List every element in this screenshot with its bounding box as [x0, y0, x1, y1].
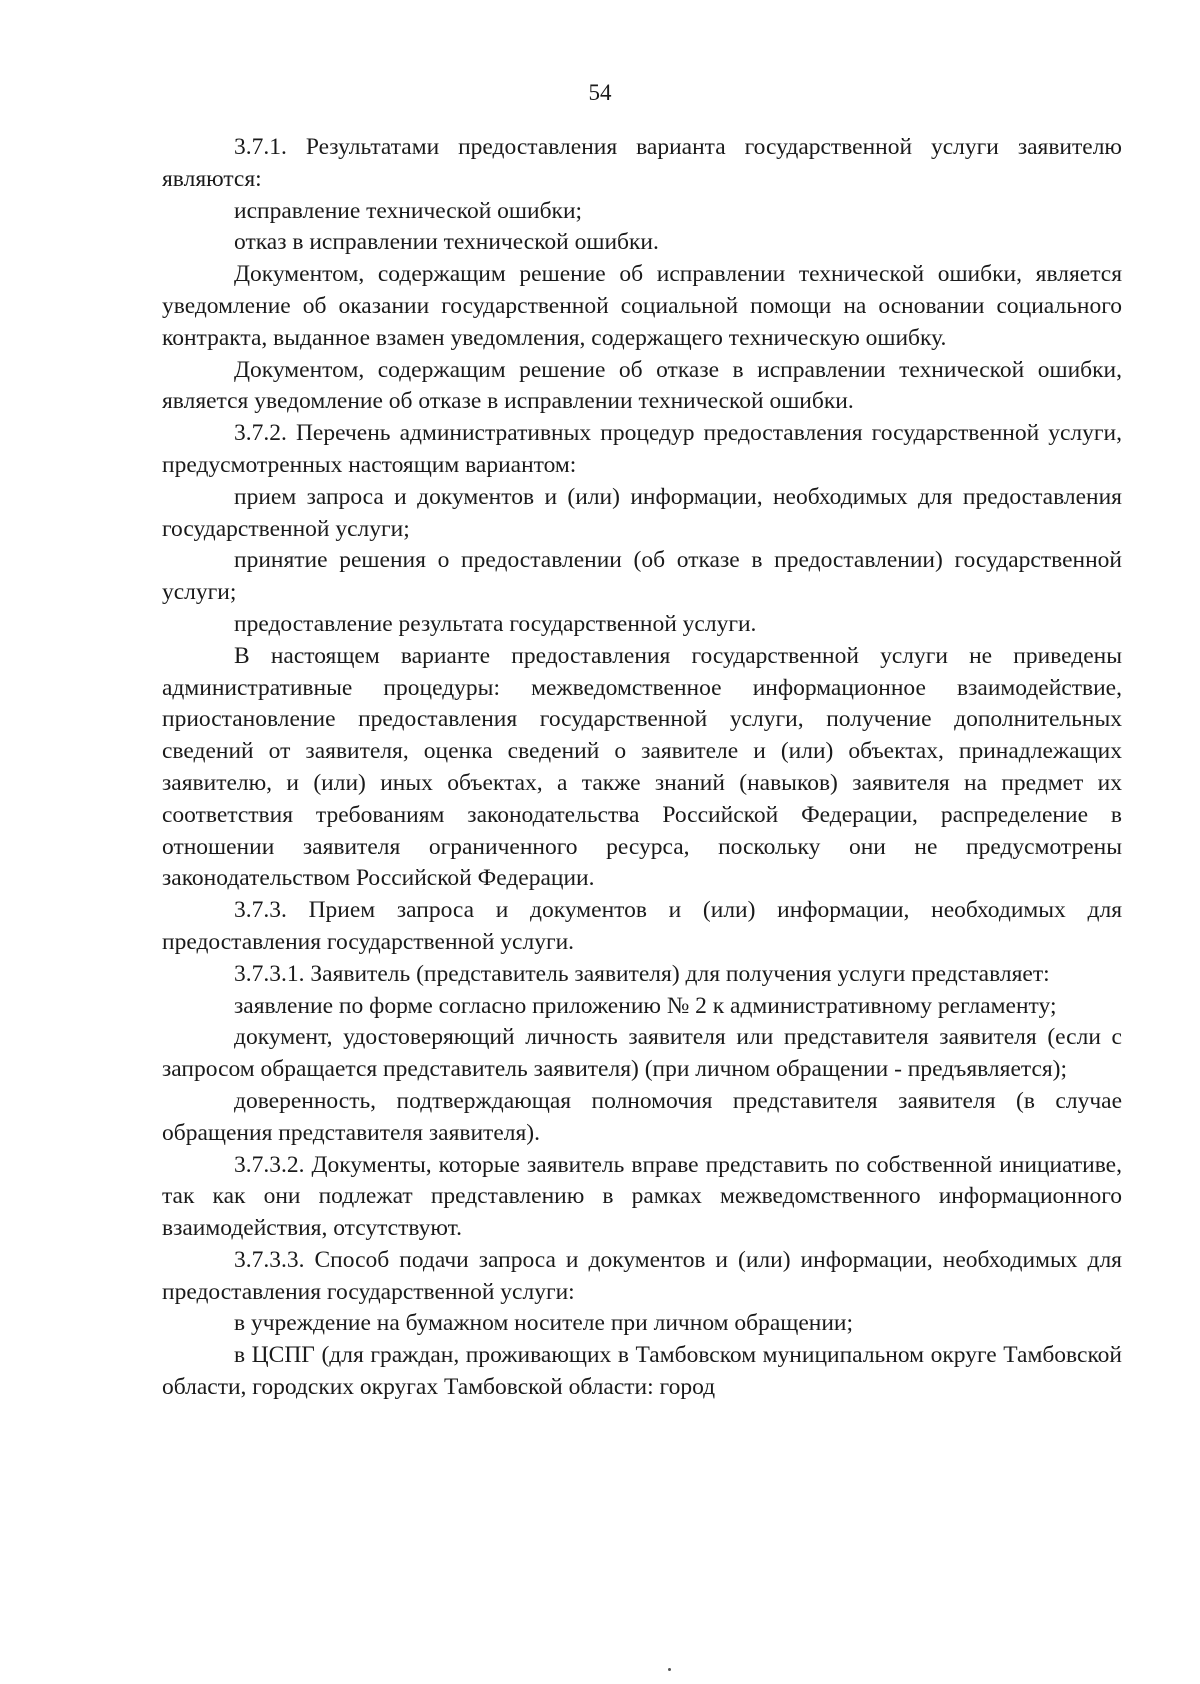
paragraph: заявление по форме согласно приложению № 2 к административному регламенту; — [234, 992, 1057, 1019]
paragraph: 3.7.3.1. Заявитель (представитель заявителя) для получения услуги представляет: — [234, 960, 1050, 987]
paragraph: в ЦСПГ (для граждан, проживающих в Тамбовском муниципальном округе Тамбовской области, городских округах Тамбовской области: город — [162, 1342, 1122, 1401]
paragraph: прием запроса и документов и (или) информации, необходимых для предоставления государственной услуги; — [162, 483, 1122, 542]
paragraph: отказ в исправлении технической ошибки. — [234, 229, 659, 256]
paragraph: предоставление результата государственной услуги. — [234, 610, 757, 637]
paragraph: 3.7.2. Перечень административных процедур предоставления государственной услуги, предусмотренных настоящим вариантом: — [162, 420, 1122, 478]
paragraph: 3.7.3. Прием запроса и документов и (или) информации, необходимых для предоставления государственной услуги. — [162, 897, 1122, 955]
paragraph: исправление технической ошибки; — [234, 197, 583, 224]
paragraph: доверенность, подтверждающая полномочия представителя заявителя (в случае обращения представителя заявителя). — [162, 1087, 1122, 1146]
paragraph: Документом, содержащим решение об исправлении технической ошибки, является уведомление об оказании государственной социальной помощи на основании социального контракта, выданное взамен уведомления, содержащего техническую ошибку. — [162, 261, 1122, 351]
paragraph: 3.7.3.3. Способ подачи запроса и документов и (или) информации, необходимых для предоставления государственной услуги: — [162, 1246, 1122, 1305]
paragraph: 3.7.3.2. Документы, которые заявитель вправе представить по собственной инициативе, так как они подлежат представлению в рамках межведомственного информационного взаимодействия, отсутствуют. — [162, 1151, 1122, 1242]
document-body — [162, 132, 1122, 1404]
paragraph: Документом, содержащим решение об отказе в исправлении технической ошибки, является уведомление об отказе в исправлении технической ошибки. — [162, 356, 1122, 415]
paragraph: В настоящем варианте предоставления государственной услуги не приведены административные процедуры: межведомственное информационное взаимодействие, приостановление предоставления государственной услуги, получение дополнительных сведений от заявителя, оценка сведений о заявителе и (или) объектах, принадлежащих заявителю, и (или) иных объектах, а также знаний (навыков) заявителя на предмет их соответствия требованиям законодательства Российской Федерации, распределение в отношении заявителя ограниченного ресурса, поскольку они не предусмотрены законодательством Российской Федерации. — [162, 642, 1122, 892]
paragraph: принятие решения о предоставлении (об отказе в предоставлении) государственной услуги; — [162, 547, 1122, 606]
scan-artifact-dot — [668, 1668, 671, 1671]
page-number: 54 — [588, 80, 612, 105]
paragraph: 3.7.1. Результатами предоставления варианта государственной услуги заявителю являются: — [162, 134, 1122, 192]
paragraph: документ, удостоверяющий личность заявителя или представителя заявителя (если с запросом обращается представитель заявителя) (при личном обращении - предъявляется); — [162, 1024, 1122, 1083]
paragraph: в учреждение на бумажном носителе при личном обращении; — [234, 1310, 854, 1337]
